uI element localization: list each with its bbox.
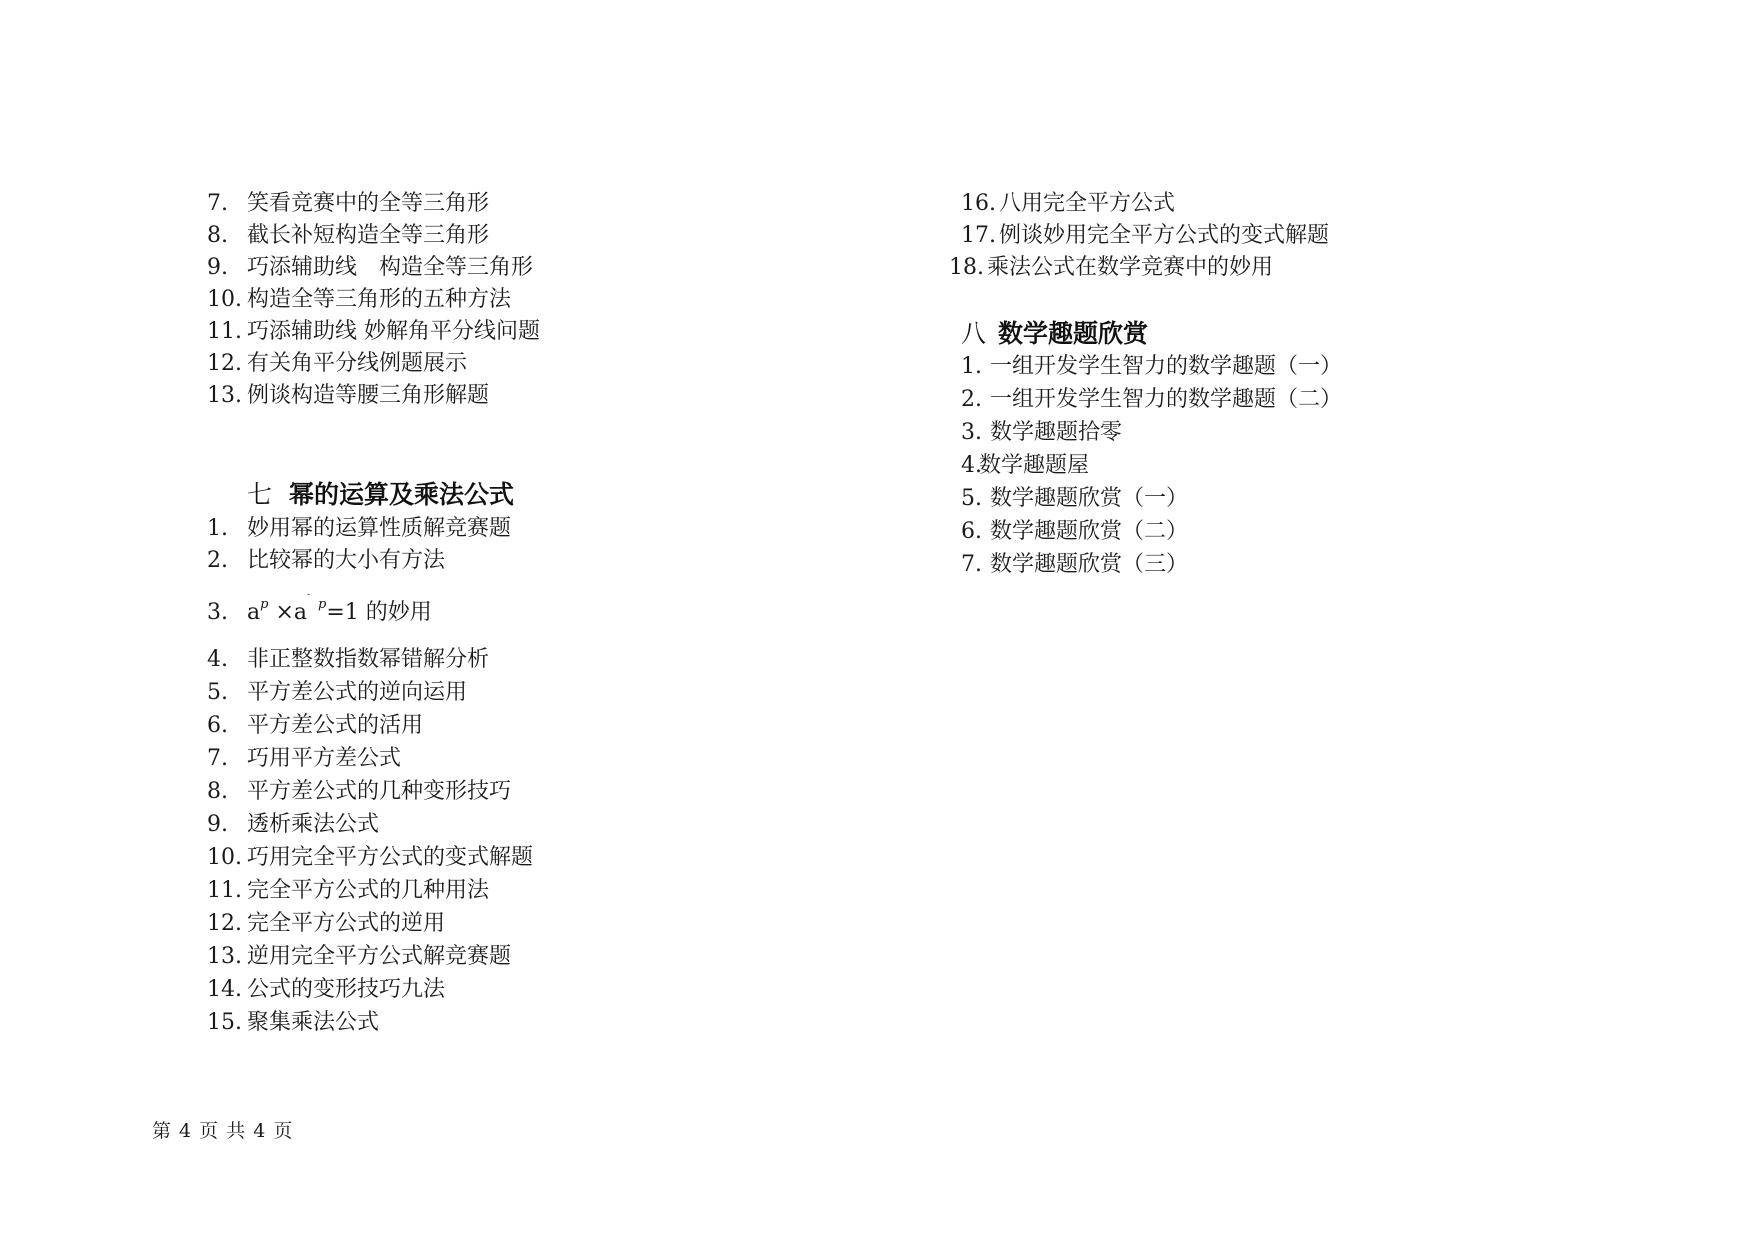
toc-item-text: 平方差公式的活用 <box>247 713 424 738</box>
toc-item-text: 聚集乘法公式 <box>247 1010 380 1035</box>
toc-item <box>207 381 489 411</box>
page-footer: 第 4 页 共 4 页 <box>152 1120 294 1142</box>
toc-item <box>207 876 489 906</box>
toc-item-number: 3. <box>961 420 982 445</box>
toc-item <box>207 909 445 939</box>
toc-item <box>961 189 1175 219</box>
section-heading <box>247 479 514 511</box>
toc-item <box>207 678 467 708</box>
toc-item-number: 10. <box>207 287 242 312</box>
toc-item-text: 比较幂的大小有方法 <box>247 548 446 573</box>
toc-item-number: 6. <box>961 519 982 544</box>
toc-item-text: 妙用幂的运算性质解竞赛题 <box>247 516 512 541</box>
toc-item <box>961 385 1342 415</box>
toc-item-number: 14. <box>207 977 242 1002</box>
section-number: 七 <box>247 480 273 509</box>
toc-item-text: 有关角平分线例题展示 <box>247 351 468 376</box>
toc-item-number: 15. <box>207 1010 242 1035</box>
toc-item-number: 18. <box>949 255 984 280</box>
toc-item-text: 例谈妙用完全平方公式的变式解题 <box>999 223 1330 248</box>
toc-item-number: 12. <box>207 911 242 936</box>
toc-item-text: 巧添辅助线 妙解角平分线问题 <box>247 319 540 344</box>
toc-item-number: 4. <box>961 453 982 478</box>
section-number: 八 <box>961 319 987 348</box>
toc-item <box>961 352 1342 382</box>
toc-item-number: 7. <box>207 191 228 216</box>
toc-item-number: 13. <box>207 383 242 408</box>
toc-item <box>207 221 489 251</box>
toc-item-number: 17. <box>961 223 996 248</box>
toc-item-formula <box>207 590 432 632</box>
toc-item-number: 8. <box>207 223 228 248</box>
toc-item-text: 巧用完全平方公式的变式解题 <box>247 845 534 870</box>
toc-item-number: 16. <box>961 191 996 216</box>
toc-item-text: 平方差公式的逆向运用 <box>247 680 468 705</box>
toc-item-text: 数学趣题欣赏（二） <box>990 519 1189 544</box>
toc-item-number: 7. <box>961 552 982 577</box>
toc-item <box>207 777 511 807</box>
toc-item <box>949 253 1273 283</box>
formula-base: a <box>247 600 261 625</box>
formula-exponent: p <box>318 597 327 612</box>
toc-item-number: 2. <box>961 387 982 412</box>
toc-item-text: 构造全等三角形的五种方法 <box>247 287 512 312</box>
toc-item-text: 笑看竞赛中的全等三角形 <box>247 191 490 216</box>
toc-item-text: 完全平方公式的几种用法 <box>247 878 490 903</box>
toc-item-number: 12. <box>207 351 242 376</box>
toc-item-number: 5. <box>961 486 982 511</box>
toc-item <box>207 317 540 347</box>
toc-item-number: 4. <box>207 647 228 672</box>
toc-item <box>207 285 511 315</box>
toc-item-number: 11. <box>207 319 242 344</box>
toc-item-text: 巧添辅助线 构造全等三角形 <box>247 255 534 280</box>
toc-item-number: 11. <box>207 878 242 903</box>
toc-item-number: 6. <box>207 713 228 738</box>
toc-item <box>961 517 1188 547</box>
toc-item <box>207 645 489 675</box>
section-title: 幂的运算及乘法公式 <box>289 480 515 509</box>
toc-item-text: 逆用完全平方公式解竞赛题 <box>247 944 512 969</box>
toc-item <box>961 550 1188 580</box>
toc-item-text: 一组开发学生智力的数学趣题（二） <box>990 387 1343 412</box>
toc-item <box>207 843 533 873</box>
toc-item-text: 一组开发学生智力的数学趣题（一） <box>990 354 1343 379</box>
toc-item-text: 数学趣题屋 <box>979 453 1090 478</box>
toc-item-number: 3. <box>207 600 228 625</box>
toc-item-number: 9. <box>207 812 228 837</box>
section-title: 数学趣题欣赏 <box>998 319 1149 348</box>
toc-item-number: 9. <box>207 255 228 280</box>
toc-item <box>207 810 379 840</box>
formula-times: ×a <box>268 600 307 625</box>
toc-item-text: 巧用平方差公式 <box>247 746 402 771</box>
toc-item-text: 乘法公式在数学竞赛中的妙用 <box>987 255 1274 280</box>
toc-item-text: 公式的变形技巧九法 <box>247 977 446 1002</box>
formula-exponent: p <box>260 597 269 612</box>
section-heading <box>961 318 1148 350</box>
toc-item <box>961 484 1188 514</box>
toc-item <box>207 546 445 576</box>
toc-item-number: 13. <box>207 944 242 969</box>
toc-item-number: 1. <box>207 516 228 541</box>
toc-item <box>207 189 489 219</box>
toc-item-text: 数学趣题拾零 <box>990 420 1123 445</box>
toc-item <box>207 975 445 1005</box>
toc-item-number: 10. <box>207 845 242 870</box>
toc-item <box>207 349 467 379</box>
toc-item <box>207 253 533 283</box>
toc-item <box>207 744 401 774</box>
toc-item <box>207 1008 379 1038</box>
toc-item-number: 7. <box>207 746 228 771</box>
formula-minus: - <box>307 590 311 600</box>
toc-item-number: 5. <box>207 680 228 705</box>
toc-item <box>961 418 1122 448</box>
toc-item-text: 非正整数指数幂错解分析 <box>247 647 490 672</box>
toc-item <box>207 514 511 544</box>
toc-item-text: 透析乘法公式 <box>247 812 380 837</box>
toc-item-text: 平方差公式的几种变形技巧 <box>247 779 512 804</box>
toc-item-number: 1. <box>961 354 982 379</box>
toc-item <box>961 221 1329 251</box>
toc-item-text: 数学趣题欣赏（三） <box>990 552 1189 577</box>
toc-item-text: 八用完全平方公式 <box>999 191 1176 216</box>
toc-item-number: 2. <box>207 548 228 573</box>
toc-item-number: 8. <box>207 779 228 804</box>
formula-rest: =1 的妙用 <box>326 600 432 625</box>
toc-item-text: 数学趣题欣赏（一） <box>990 486 1189 511</box>
toc-item <box>961 451 1089 481</box>
toc-item-text: 完全平方公式的逆用 <box>247 911 446 936</box>
toc-item <box>207 711 423 741</box>
toc-item-text: 例谈构造等腰三角形解题 <box>247 383 490 408</box>
toc-item <box>207 942 511 972</box>
toc-item-text: 截长补短构造全等三角形 <box>247 223 490 248</box>
